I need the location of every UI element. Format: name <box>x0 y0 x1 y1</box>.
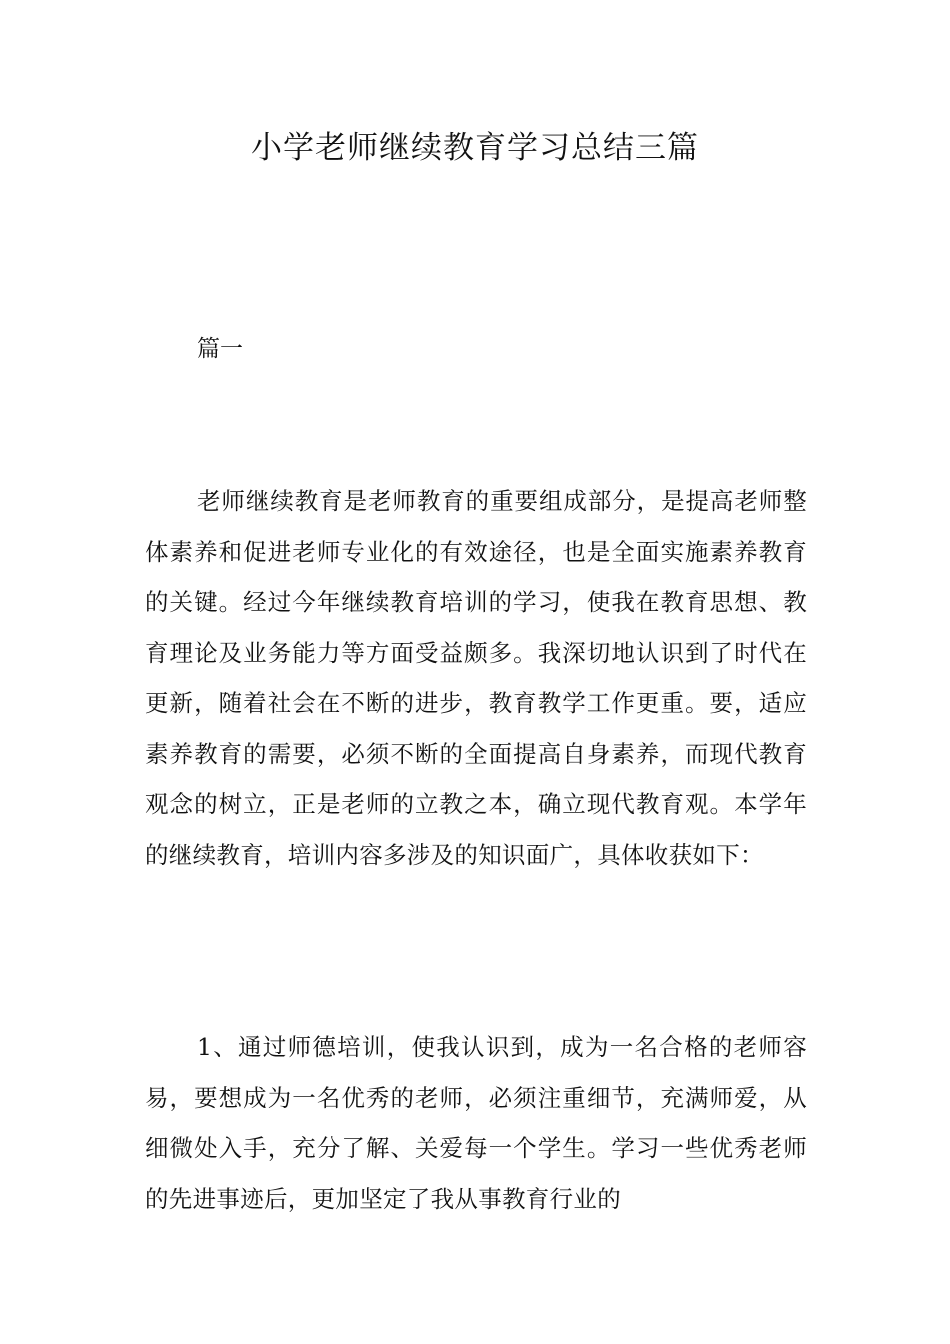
section-heading: 篇一 <box>197 336 243 362</box>
document-title: 小学老师继续教育学习总结三篇 <box>251 130 699 166</box>
paragraph-intro: 老师继续教育是老师教育的重要组成部分，是提高老师整体素养和促进老师专业化的有效途径，也是全面实施素养教育的关键。经过今年继续教育培训的学习，使我在教育思想、教育理论及业务能力等方面受益颇多。我深切地认识到了时代在更新，随着社会在不断的进步，教育教学工作更重。要，适应素养教育的需要，必须不断的全面提高自身素养，而现代教育观念的树立，正是老师的立教之本，确立现代教育观。本学年的继续教育，培训内容多涉及的知识面广，具体收获如下： <box>145 487 807 869</box>
paragraph-item-1: 1、通过师德培训，使我认识到，成为一名合格的老师容易，要想成为一名优秀的老师，必须注重细节，充满师爱，从细微处入手，充分了解、关爱每一个学生。学习一些优秀老师的先进事迹后，更加坚定了我从事教育行业的 <box>145 1033 807 1213</box>
